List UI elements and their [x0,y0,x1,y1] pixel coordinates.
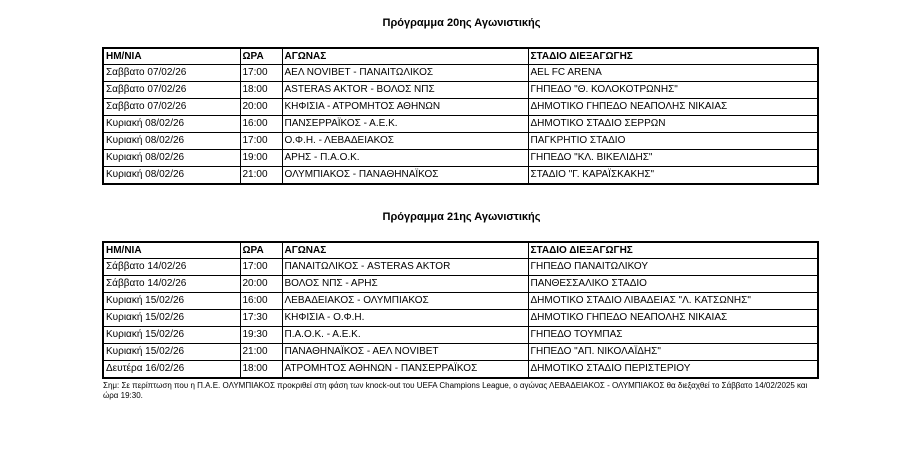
cell-date: Κυριακή 08/02/26 [103,116,240,133]
cell-stadium: ΓΗΠΕΔΟ ΠΑΝΑΙΤΩΛΙΚΟΥ [528,259,818,276]
cell-time: 16:00 [240,293,282,310]
cell-time: 19:00 [240,150,282,167]
cell-time: 21:00 [240,167,282,185]
cell-match: ΚΗΦΙΣΙΑ - Ο.Φ.Η. [282,310,528,327]
table-row [103,133,818,150]
schedule-footnote: Σημ: Σε περίπτωση που η Π.Α.Ε. ΟΛΥΜΠΙΑΚΟΣ προκριθεί στη φάση των knock-out του UEFA Champions League, ο αγώνας ΛΕΒΑΔΕΙΑΚΟΣ - ΟΛΥΜΠΙΑΚΟΣ θα διεξαχθεί το Σάββατο 14/02/2025 και ώρα 19:30. [103,381,808,400]
cell-date: Κυριακή 15/02/26 [103,344,240,361]
cell-stadium: ΓΗΠΕΔΟ "ΑΠ. ΝΙΚΟΛΑΪΔΗΣ" [528,344,818,361]
header-stadium: ΣΤΑΔΙΟ ΔΙΕΞΑΓΩΓΗΣ [528,48,818,65]
cell-time: 18:00 [240,82,282,99]
cell-date: Σαββατο 07/02/26 [103,65,240,82]
cell-match: ΑΤΡΟΜΗΤΟΣ ΑΘΗΝΩΝ - ΠΑΝΣΕΡΡΑΪΚΟΣ [282,361,528,379]
cell-time: 17:30 [240,310,282,327]
table-row [103,276,818,293]
cell-date: Κυριακή 08/02/26 [103,167,240,185]
table-row [103,116,818,133]
table-row [103,65,818,82]
cell-stadium: ΓΗΠΕΔΟ "ΚΛ. ΒΙΚΕΛΙΔΗΣ" [528,150,818,167]
cell-match: ASTERAS AKTOR - ΒΟΛΟΣ ΝΠΣ [282,82,528,99]
cell-date: Κυριακή 08/02/26 [103,150,240,167]
header-time: ΩΡΑ [240,242,282,259]
table-row [103,310,818,327]
header-match: ΑΓΩΝΑΣ [282,48,528,65]
cell-match: ΛΕΒΑΔΕΙΑΚΟΣ - ΟΛΥΜΠΙΑΚΟΣ [282,293,528,310]
cell-match: ΠΑΝΑΙΤΩΛΙΚΟΣ - ASTERAS AKTOR [282,259,528,276]
cell-stadium: ΓΗΠΕΔΟ ΤΟΥΜΠΑΣ [528,327,818,344]
cell-stadium: AEL FC ARENA [528,65,818,82]
cell-stadium: ΓΗΠΕΔΟ "Θ. ΚΟΛΟΚΟΤΡΩΝΗΣ" [528,82,818,99]
table-header-row [103,48,818,65]
table-row [103,344,818,361]
cell-stadium: ΠΑΓΚΡΗΤΙΟ ΣΤΑΔΙΟ [528,133,818,150]
cell-match: ΠΑΝΑΘΗΝΑΪΚΟΣ - ΑΕΛ NOVIBET [282,344,528,361]
round-21-title: Πρόγραμμα 21ης Αγωνιστικής [382,211,541,223]
cell-match: ΟΛΥΜΠΙΑΚΟΣ - ΠΑΝΑΘΗΝΑΪΚΟΣ [282,167,528,185]
cell-date: Σαββατο 07/02/26 [103,82,240,99]
cell-stadium: ΔΗΜΟΤΙΚΟ ΓΗΠΕΔΟ ΝΕΑΠΟΛΗΣ ΝΙΚΑΙΑΣ [528,310,818,327]
cell-time: 20:00 [240,99,282,116]
round-21-schedule-table [102,241,819,379]
header-match: ΑΓΩΝΑΣ [282,242,528,259]
cell-match: ΚΗΦΙΣΙΑ - ΑΤΡΟΜΗΤΟΣ ΑΘΗΝΩΝ [282,99,528,116]
cell-stadium: ΔΗΜΟΤΙΚΟ ΓΗΠΕΔΟ ΝΕΑΠΟΛΗΣ ΝΙΚΑΙΑΣ [528,99,818,116]
round-20-schedule-table [102,47,819,185]
cell-stadium: ΔΗΜΟΤΙΚΟ ΣΤΑΔΙΟ ΠΕΡΙΣΤΕΡΙΟΥ [528,361,818,379]
cell-date: Δευτέρα 16/02/26 [103,361,240,379]
cell-time: 16:00 [240,116,282,133]
cell-time: 20:00 [240,276,282,293]
cell-date: Κυριακή 15/02/26 [103,310,240,327]
cell-date: Σαββατο 07/02/26 [103,99,240,116]
table-row [103,259,818,276]
cell-match: ΑΡΗΣ - Π.Α.Ο.Κ. [282,150,528,167]
header-date: ΗΜ/ΝΙΑ [103,48,240,65]
cell-match: ΠΑΝΣΕΡΡΑΪΚΟΣ - Α.Ε.Κ. [282,116,528,133]
cell-match: ΒΟΛΟΣ ΝΠΣ - ΑΡΗΣ [282,276,528,293]
cell-date: Κυριακή 15/02/26 [103,293,240,310]
cell-date: Κυριακή 08/02/26 [103,133,240,150]
cell-match: ΑΕΛ NOVIBET - ΠΑΝΑΙΤΩΛΙΚΟΣ [282,65,528,82]
table-row [103,99,818,116]
cell-stadium: ΣΤΑΔΙΟ "Γ. ΚΑΡΑΪΣΚΑΚΗΣ" [528,167,818,185]
table-row [103,82,818,99]
table-row [103,293,818,310]
header-stadium: ΣΤΑΔΙΟ ΔΙΕΞΑΓΩΓΗΣ [528,242,818,259]
table-row [103,327,818,344]
cell-date: Σάββατο 14/02/26 [103,276,240,293]
table-row [103,361,818,379]
cell-time: 19:30 [240,327,282,344]
cell-date: Κυριακή 15/02/26 [103,327,240,344]
cell-stadium: ΔΗΜΟΤΙΚΟ ΣΤΑΔΙΟ ΛΙΒΑΔΕΙΑΣ "Λ. ΚΑΤΣΩΝΗΣ" [528,293,818,310]
table-row [103,150,818,167]
round-20-title: Πρόγραμμα 20ης Αγωνιστικής [382,17,541,29]
header-time: ΩΡΑ [240,48,282,65]
cell-time: 17:00 [240,133,282,150]
table-header-row [103,242,818,259]
cell-date: Σάββατο 14/02/26 [103,259,240,276]
header-date: ΗΜ/ΝΙΑ [103,242,240,259]
cell-stadium: ΔΗΜΟΤΙΚΟ ΣΤΑΔΙΟ ΣΕΡΡΩΝ [528,116,818,133]
cell-time: 21:00 [240,344,282,361]
cell-time: 18:00 [240,361,282,379]
cell-stadium: ΠΑΝΘΕΣΣΑΛΙΚΟ ΣΤΑΔΙΟ [528,276,818,293]
cell-match: Ο.Φ.Η. - ΛΕΒΑΔΕΙΑΚΟΣ [282,133,528,150]
cell-time: 17:00 [240,259,282,276]
cell-time: 17:00 [240,65,282,82]
table-row [103,167,818,185]
cell-match: Π.Α.Ο.Κ. - Α.Ε.Κ. [282,327,528,344]
